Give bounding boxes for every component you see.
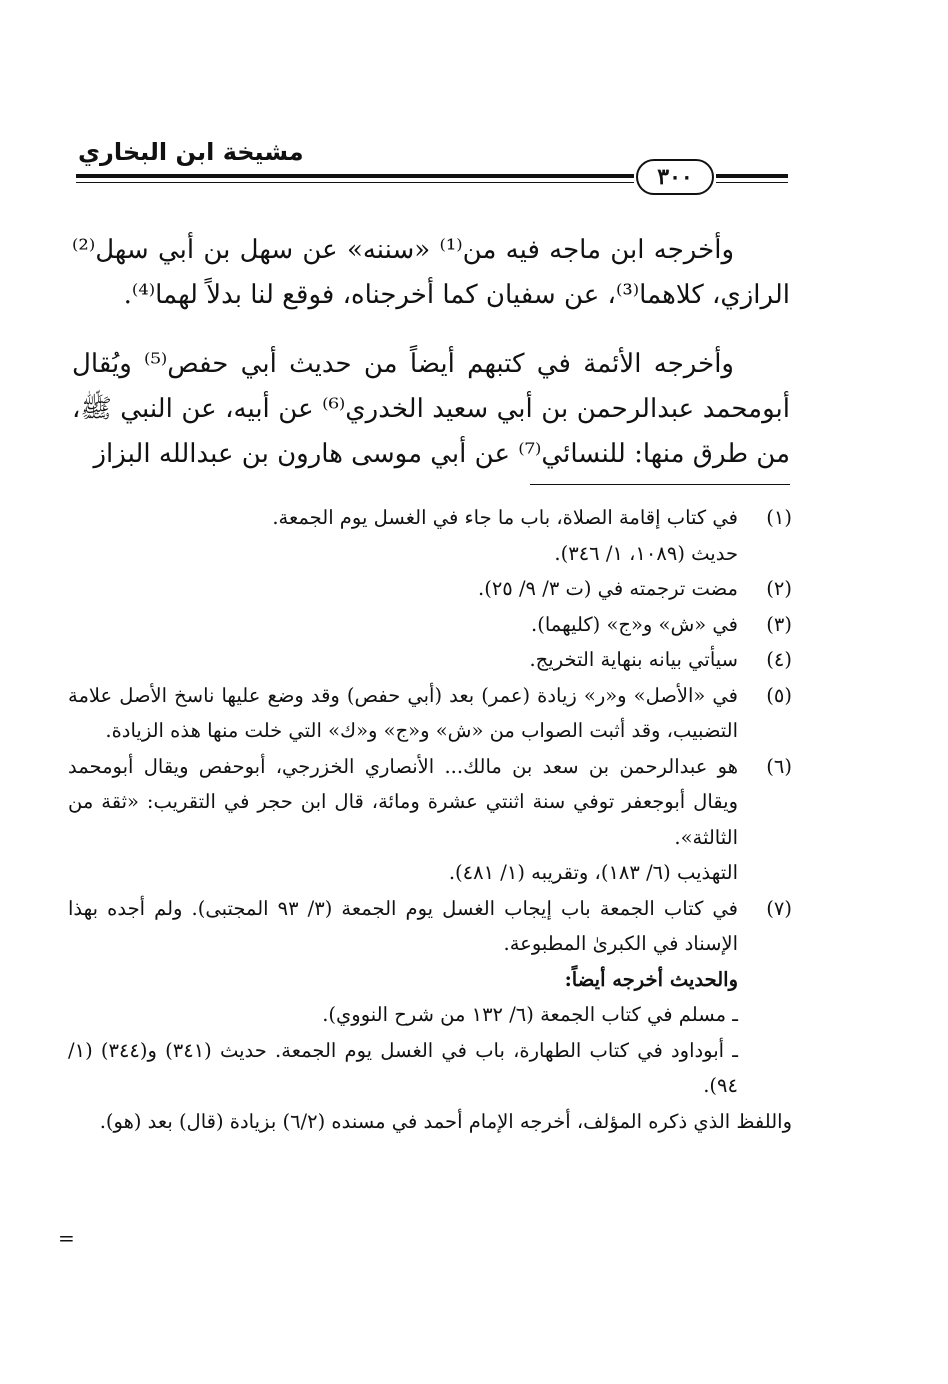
footnote-text: حديث (١٠٨٩، ١/ ٣٤٦). [554,541,738,565]
footnote [68,749,792,891]
footnotes [68,500,792,1139]
footnote [68,607,792,643]
footnote-text: في «الأصل» و«ر» زيادة (عمر) بعد (أبي حفص) وقد وضع عليها ناسخ الأصل علامة التضبيب، وقد أثبت الصواب من «ش» و«ج» و«ك» التي خلت منها هذه الزيادة. [68,683,738,742]
footnote-number: (١) [766,506,792,529]
footnote [68,678,792,749]
main-text [72,228,790,501]
footnote-number: (٣) [766,612,792,636]
footnote [68,571,792,607]
running-title: مشيخة ابن البخاري [78,138,304,166]
footnote-subheading: والحديث أخرجه أيضاً: [564,967,738,991]
footnote-number: (٥) [766,683,792,707]
footnote [68,642,792,678]
page-number: ٣٠٠ [636,159,714,195]
footnote-text: في كتاب إقامة الصلاة، باب ما جاء في الغسل يوم الجمعة. [272,506,738,529]
footnote [68,891,792,998]
footnote-text: سيأتي بيانه بنهاية التخريج. [529,648,738,671]
continuation-mark: = [58,1226,75,1250]
header-rule-thin [76,182,634,183]
footnote-text: مضت ترجمته في (ت ٣/ ٩/ ٢٥). [478,577,738,600]
paragraph: وأخرجه ابن ماجه فيه من⁽¹⁾ «سننه» عن سهل بن أبي سهل⁽²⁾ الرازي، كلاهما⁽³⁾، عن سفيان كما أخرجناه، فوقع لنا بدلاً لهما⁽⁴⁾. [72,235,790,310]
footnote [68,500,792,571]
footnote-text: في «ش» و«ج» (كليهما). [531,612,738,636]
footnote-text: في كتاب الجمعة باب إيجاب الغسل يوم الجمعة (٣/ ٩٣ المجتبى). ولم أجده بهذا الإسناد في الكبرىٰ المطبوعة. [68,896,738,955]
paragraph: وأخرجه الأئمة في كتبهم أيضاً من حديث أبي حفص⁽⁵⁾ ويُقال أبومحمد عبدالرحمن بن أبي سعيد الخدري⁽⁶⁾ عن أبيه، عن النبي ﷺ، من طرق منها: للنسائي⁽⁷⁾ عن أبي موسى هارون بن عبدالله البزاز [72,349,790,469]
header-rule-thick [76,174,634,178]
footnote-number: (٤) [766,648,792,671]
footnote-number: (٢) [766,577,792,600]
footnote-separator [530,484,790,485]
header-rule-thick-right [716,174,788,178]
footnote-number: (٦) [766,754,792,778]
footnote-text: التهذيب (٦/ ١٨٣)، وتقريبه (١/ ٤٨١). [448,861,738,884]
closing-line: واللفظ الذي ذكره المؤلف، أخرجه الإمام أحمد في مسنده (٦/٢) بزيادة (قال) بعد (هو). [99,1109,792,1133]
extra-line: ـ أبوداود في كتاب الطهارة، باب في الغسل يوم الجمعة. حديث (٣٤١) و(٣٤٤) (١/ ٩٤). [68,1038,738,1097]
header-rule-thin-right [716,182,788,183]
footnote-text: هو عبدالرحمن بن سعد بن مالك... الأنصاري الخزرجي، أبوحفص ويقال أبومحمد ويقال أبوجعفر توفي سنة اثنتي عشرة ومائة، قال ابن حجر في التقريب: «ثقة من الثالثة». [68,754,738,849]
footnote-number: (٧) [766,896,792,920]
extra-line: ـ مسلم في كتاب الجمعة (٦/ ١٣٢ من شرح النووي). [322,1003,738,1026]
